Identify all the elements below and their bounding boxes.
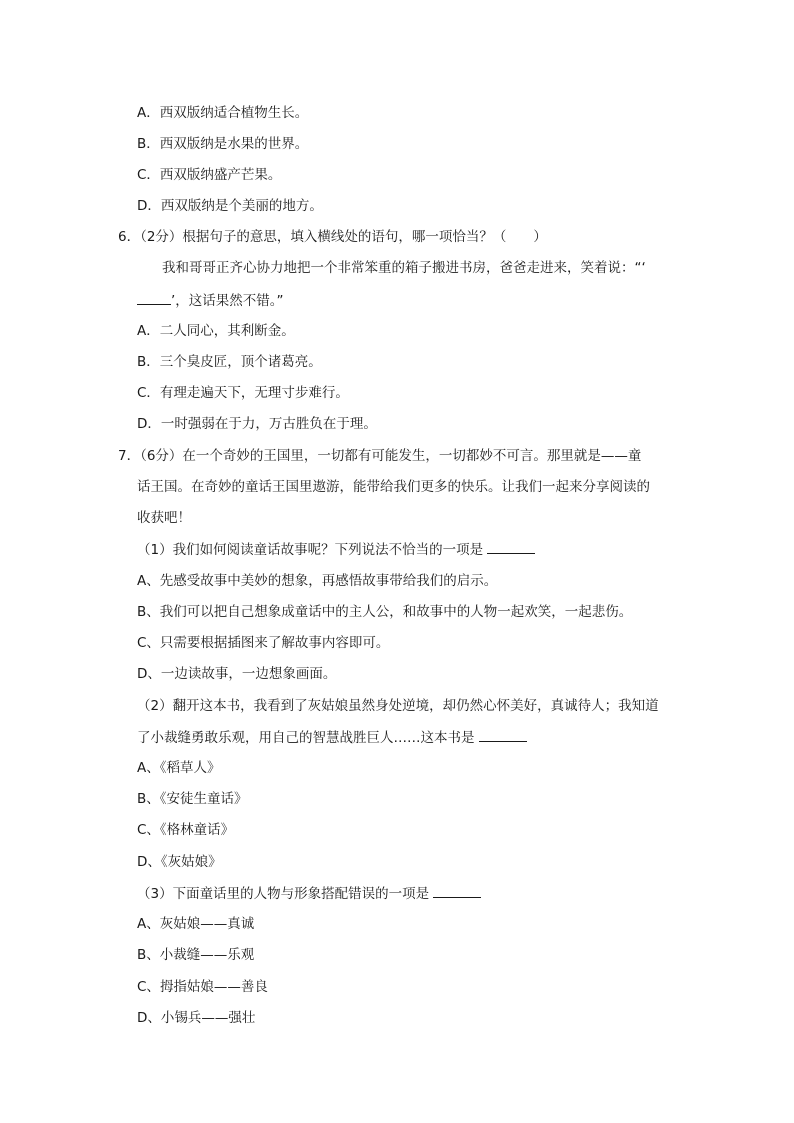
- q7-sub3-option-d: D、小锡兵——强壮: [137, 1010, 256, 1026]
- q6-answer-blank[interactable]: [137, 290, 171, 305]
- q5-option-c: C．西双版纳盛产芒果。: [137, 167, 282, 183]
- q6-number: 6．: [118, 229, 141, 245]
- q7-sub2-answer-blank[interactable]: [479, 727, 527, 742]
- q6-passage-end: ’，这话果然不错。”: [171, 293, 284, 309]
- q7-sub1-option-d: D、一边读故事，一边想象画面。: [137, 666, 337, 682]
- q7-sub2-option-d: D、《灰姑娘》: [137, 854, 222, 870]
- q7-sub1-answer-blank[interactable]: [487, 539, 535, 554]
- q6-stem-text: （2分）根据句子的意思，填入横线处的语句，哪一项恰当？（ ）: [140, 229, 547, 245]
- q6-option-c: C．有理走遍天下，无理寸步难行。: [137, 385, 349, 401]
- q7-stem-line1: [118, 446, 641, 466]
- q6-stem: [118, 227, 547, 247]
- q7-stem-line2: 话王国。在奇妙的童话王国里遨游，能带给我们更多的快乐。让我们一起来分享阅读的: [137, 479, 650, 495]
- q7-sub2-option-b: B、《安徒生童话》: [137, 791, 248, 807]
- q7-number: 7．: [118, 448, 141, 464]
- q7-sub3-option-a: A、灰姑娘——真诚: [137, 916, 255, 932]
- q7-sub1-option-a: A、先感受故事中美妙的想象，再感悟故事带给我们的启示。: [137, 573, 498, 589]
- q7-stem-line3: 收获吧！: [137, 510, 191, 526]
- q7-sub1-option-c: C、只需要根据插图来了解故事内容即可。: [137, 635, 390, 651]
- q7-sub3-option-b: B、小裁缝——乐观: [137, 947, 255, 963]
- q7-sub1-option-b: B、我们可以把自己想象成童话中的主人公，和故事中的人物一起欢笑，一起悲伤。: [137, 604, 633, 620]
- q7-sub3-option-c: C、拇指姑娘——善良: [137, 979, 268, 995]
- q7-sub1-stem-text: （1）我们如何阅读童话故事呢？下列说法不恰当的一项是: [137, 542, 484, 558]
- q7-sub3-stem-text: （3）下面童话里的人物与形象搭配错误的一项是: [137, 886, 430, 902]
- q6-option-b: B．三个臭皮匠，顶个诸葛亮。: [137, 354, 322, 370]
- q7-sub3-answer-blank[interactable]: [433, 883, 481, 898]
- q7-sub1-stem: [137, 539, 535, 560]
- q6-option-a: A．二人同心，其利断金。: [137, 323, 295, 339]
- q7-sub2-option-a: A、《稻草人》: [137, 760, 221, 776]
- q6-passage-line2: [137, 290, 284, 311]
- q5-option-b: B．西双版纳是水果的世界。: [137, 136, 309, 152]
- q7-sub2-stem-line2: [137, 727, 527, 748]
- q7-sub2-stem-text: 了小裁缝勇敢乐观，用自己的智慧战胜巨人……这本书是: [137, 730, 475, 746]
- q7-sub3-stem: [137, 883, 481, 904]
- q6-option-d: D．一时强弱在于力，万古胜负在于理。: [137, 416, 377, 432]
- q5-option-d: D．西双版纳是个美丽的地方。: [137, 198, 323, 214]
- q6-passage-line1: 我和哥哥正齐心协力地把一个非常笨重的箱子搬进书房，爸爸走进来，笑着说：“‘: [162, 260, 646, 276]
- q5-option-a: A．西双版纳适合植物生长。: [137, 105, 309, 121]
- q7-sub2-stem-line1: （2）翻开这本书，我看到了灰姑娘虽然身处逆境，却仍然心怀美好，真诚待人；我知道: [137, 698, 659, 714]
- q7-sub2-option-c: C、《格林童话》: [137, 822, 235, 838]
- q7-stem-text1: （6分）在一个奇妙的王国里，一切都有可能发生，一切都妙不可言。那里就是——童: [140, 448, 642, 464]
